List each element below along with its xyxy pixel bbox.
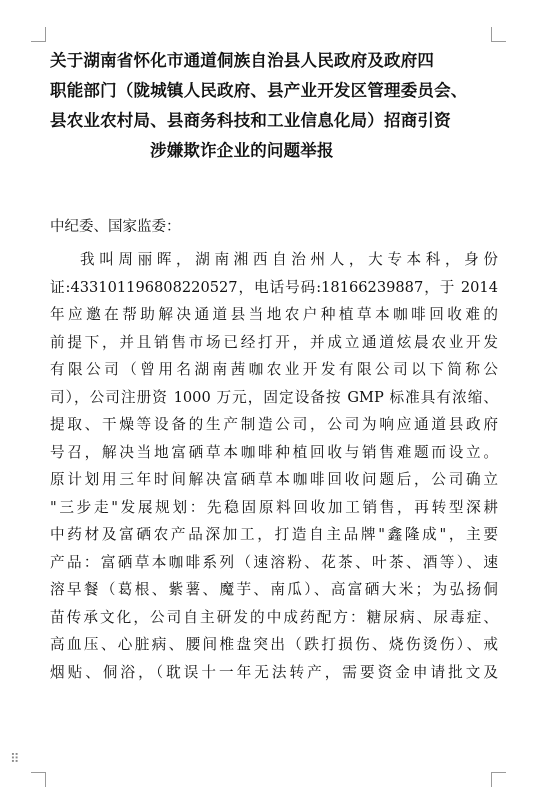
title-line: 涉嫌欺诈企业的问题举报 [150, 141, 334, 160]
body-line: 溶早餐（葛根、紫薯、魔芋、南瓜）、高富硒大米；为弘扬侗 [50, 581, 498, 598]
title-line: 职能部门（陇城镇人民政府、县产业开发区管理委员会、 [50, 81, 468, 100]
salutation: 中纪委、国家监委： [50, 219, 181, 235]
body-line: 提取、干燥等设备的生产制造公司，公司为响应通道县政府 [50, 416, 498, 433]
body-line: 苗传承文化，公司自主研发的中成药配方：糖尿病、尿毒症、 [50, 608, 498, 626]
body-line: 前提下，并且销售市场已经打开，并成立通道炫晨农业开发 [50, 333, 498, 351]
body-line: 司），公司注册资 1000 万元，固定设备按 GMP 标准具有浓缩、 [50, 388, 498, 406]
title-line: 关于湖南省怀化市通道侗族自治县人民政府及政府四 [50, 51, 435, 70]
crop-mark-top-right [491, 27, 506, 42]
crop-mark-bottom-left [31, 772, 46, 787]
body-line: 有限公司（曾用名湖南茜咖农业开发有限公司以下简称公 [50, 361, 498, 378]
document-title [50, 46, 498, 166]
body-line: 证:433101196808220527，电话号码:18166239887，于 2014 [50, 278, 498, 296]
body-line: 年应邀在帮助解决通道县当地农户种植草本咖啡回收难的 [50, 306, 498, 323]
body-line: 原计划用三年时间解决富硒草本咖啡回收问题后，公司确立 [50, 471, 498, 488]
drag-handle-icon[interactable]: ⠿ [10, 752, 19, 767]
document-body [50, 246, 498, 686]
body-line: 产品：富硒草本咖啡系列（速溶粉、花茶、叶茶、酒等）、速 [50, 553, 498, 571]
crop-mark-top-left [31, 27, 46, 42]
body-line: 我叫周丽晖，湖南湘西自治州人，大专本科，身份 [80, 251, 498, 268]
body-line: "三步走"发展规划：先稳固原料回收加工销售，再转型深耕 [50, 498, 498, 516]
body-line: 号召，解决当地富硒草本咖啡种植回收与销售难题而设立。 [50, 443, 498, 461]
crop-mark-bottom-right [491, 772, 506, 787]
body-line: 高血压、心脏病、腰间椎盘突出（跌打损伤、烧伤烫伤）、戒 [50, 636, 498, 653]
title-line: 县农业农村局、县商务科技和工业信息化局）招商引资 [50, 111, 451, 130]
body-line: 烟贴、侗浴，（耽误十一年无法转产，需要资金申请批文及 [50, 663, 498, 681]
body-line: 中药材及富硒农产品深加工，打造自主品牌"鑫隆成"，主要 [50, 526, 498, 543]
